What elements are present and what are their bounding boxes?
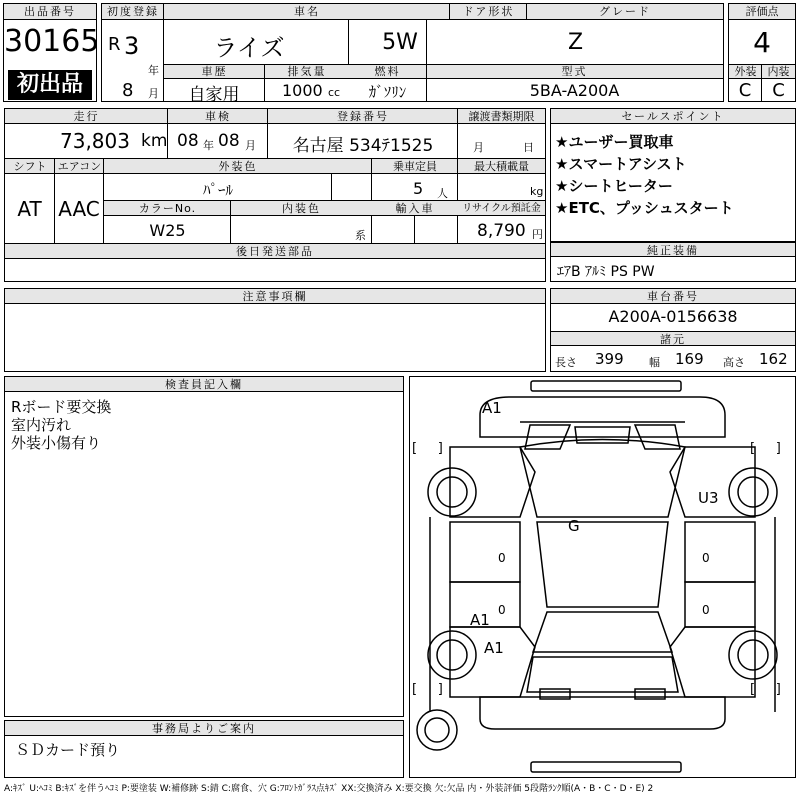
shift-header: シフト: [5, 159, 55, 174]
shift: AT: [17, 197, 42, 221]
chassis-header: 車台番号: [551, 289, 795, 304]
inspector-note: 室内汚れ: [11, 416, 72, 434]
fuel-header: 燃料: [349, 65, 426, 79]
transfer-day-unit: 日: [523, 141, 534, 154]
lot-number-box: [3, 3, 100, 102]
mileage: 73,803: [60, 129, 130, 153]
length-label: 長さ: [555, 356, 577, 369]
details-table: [4, 108, 546, 282]
reg-month: 8: [122, 80, 134, 101]
year-unit: 年: [148, 64, 159, 77]
damage-mark-right-side: U3: [698, 489, 719, 507]
damage-mark-front: A1: [482, 399, 502, 417]
displacement: 1000: [282, 81, 323, 100]
capacity-header: 乗車定員: [372, 159, 458, 174]
history: 自家用: [188, 85, 240, 105]
bracket-mark: [ ]: [750, 441, 781, 456]
color: ﾊﾟｰﾙ: [202, 181, 233, 199]
recycle-fee: 8,790: [477, 221, 526, 241]
damage-mark-rear-wheel: A1: [484, 639, 504, 657]
inspection-year: 08: [177, 131, 199, 151]
length: 399: [595, 350, 624, 368]
legend: A:ｷｽﾞ U:ﾍｺﾐ B:ｷｽﾞを伴うﾍｺﾐ P:要塗装 W:補修跡 S:錆 C:腐食、穴 G:ﾌﾛﾝﾄｶﾞﾗｽ点ｷｽﾞ XX:交換済み X:要交換 欠:欠品 内・外装評価 5段階ﾗﾝｸ順(A・B・C・D・E) 2: [4, 784, 654, 794]
later-parts-header: 後日発送部品: [5, 244, 545, 259]
height-label: 高さ: [723, 356, 745, 369]
first-reg-header: 初度登録: [102, 4, 164, 20]
height: 162: [759, 350, 788, 368]
chassis-box: [550, 288, 796, 372]
first-listing-badge: 初出品: [8, 70, 92, 100]
interior-header: 内装: [762, 65, 795, 79]
recycle-header: リサイクル預託金: [458, 201, 545, 216]
plate-number: 名古屋 534ﾃ1525: [292, 136, 434, 156]
car-outline-diagram: [410, 377, 795, 777]
inspector-note: Rボード要交換: [11, 398, 112, 416]
sales-point: ★ユーザー買取車: [555, 133, 674, 151]
air-conditioner: AAC: [58, 197, 100, 221]
office-message: ＳＤカード預り: [15, 741, 121, 759]
damage-mark-rear-left: A1: [470, 611, 490, 629]
door-header: ドア形状: [450, 4, 527, 20]
color-header: 外装色: [104, 159, 372, 174]
capacity-unit: 人: [437, 187, 448, 200]
inspection-month: 08: [218, 131, 240, 151]
inspection-year-unit: 年: [203, 139, 214, 152]
exterior-rating: C: [738, 80, 752, 101]
era: R: [108, 34, 121, 55]
car-name-header: 車名: [164, 4, 450, 20]
sales-points-header: セールスポイント: [551, 109, 795, 124]
bracket-mark: [ ]: [750, 682, 781, 697]
inspection-month-unit: 月: [245, 139, 256, 152]
load-unit: kg: [530, 185, 544, 198]
sales-point: ★スマートアシスト: [555, 155, 687, 173]
width-label: 幅: [649, 356, 660, 369]
history-header: 車歴: [164, 65, 265, 79]
transfer-month-unit: 月: [473, 141, 484, 154]
capacity: 5: [413, 179, 424, 198]
vehicle-info-table: [101, 3, 724, 105]
inspector-notes-header: 検査員記入欄: [5, 377, 403, 392]
score-box: [728, 3, 796, 102]
color-number: W25: [149, 221, 186, 240]
zero-mark: 0: [702, 551, 710, 565]
notes-header: 注意事項欄: [5, 289, 545, 304]
plate-header: 登録番号: [268, 109, 458, 124]
fuel: ｶﾞｿﾘﾝ: [368, 83, 407, 101]
model-header: 型式: [426, 65, 723, 79]
color-no-header: カラーNo.: [104, 201, 231, 216]
bracket-mark: [ ]: [412, 682, 443, 697]
grade-header: グレード: [527, 4, 723, 20]
interior-color-header: 内装色: [231, 201, 372, 216]
import-header: 輸入車: [372, 201, 458, 216]
width: 169: [675, 350, 704, 368]
score-header: 評価点: [729, 4, 795, 20]
inspector-note: 外装小傷有り: [11, 434, 102, 452]
inspector-notes-box: [4, 376, 404, 717]
lot-number-header: 出品番号: [4, 4, 96, 20]
exterior-header: 外装: [729, 65, 762, 79]
reg-year: 3: [124, 32, 140, 60]
zero-mark: 0: [498, 551, 506, 565]
interior-rating: C: [772, 80, 785, 101]
model: 5BA-A200A: [529, 81, 620, 100]
dims-header: 諸元: [551, 331, 795, 346]
interior-color-unit: 系: [355, 229, 366, 242]
ac-header: エアコン: [55, 159, 104, 174]
office-message-header: 事務局よりご案内: [5, 721, 403, 736]
displacement-unit: cc: [328, 86, 341, 99]
month-unit: 月: [148, 87, 159, 100]
equipment: ｴｱB ｱﾙﾐ PS PW: [557, 264, 655, 280]
recycle-unit: 円: [532, 228, 543, 241]
chassis-number: A200A-0156638: [608, 307, 738, 326]
damage-diagram: [409, 376, 796, 778]
bracket-mark: [ ]: [412, 441, 443, 456]
load-header: 最大積載量: [458, 159, 545, 174]
equipment-header: 純正装備: [551, 242, 795, 257]
sales-point: ★ETC、プッシュスタート: [555, 199, 734, 217]
lot-number: 30165: [4, 24, 100, 59]
score: 4: [753, 26, 771, 59]
transfer-header: 譲渡書類期限: [458, 109, 545, 124]
zero-mark: 0: [702, 603, 710, 617]
sales-points-box: [550, 108, 796, 242]
equipment-box: [550, 242, 796, 282]
damage-mark-roof: G: [568, 517, 580, 535]
sales-point: ★シートヒーター: [555, 177, 673, 195]
inspection-header: 車検: [168, 109, 268, 124]
car-name: ライズ: [213, 34, 285, 62]
mileage-unit: km: [141, 131, 168, 151]
office-message-box: [4, 720, 404, 778]
notes-box: [4, 288, 546, 372]
zero-mark: 0: [498, 603, 506, 617]
door-type: 5W: [382, 30, 418, 55]
displacement-header: 排気量: [265, 65, 349, 79]
mileage-header: 走行: [5, 109, 168, 124]
grade: Z: [567, 30, 584, 55]
